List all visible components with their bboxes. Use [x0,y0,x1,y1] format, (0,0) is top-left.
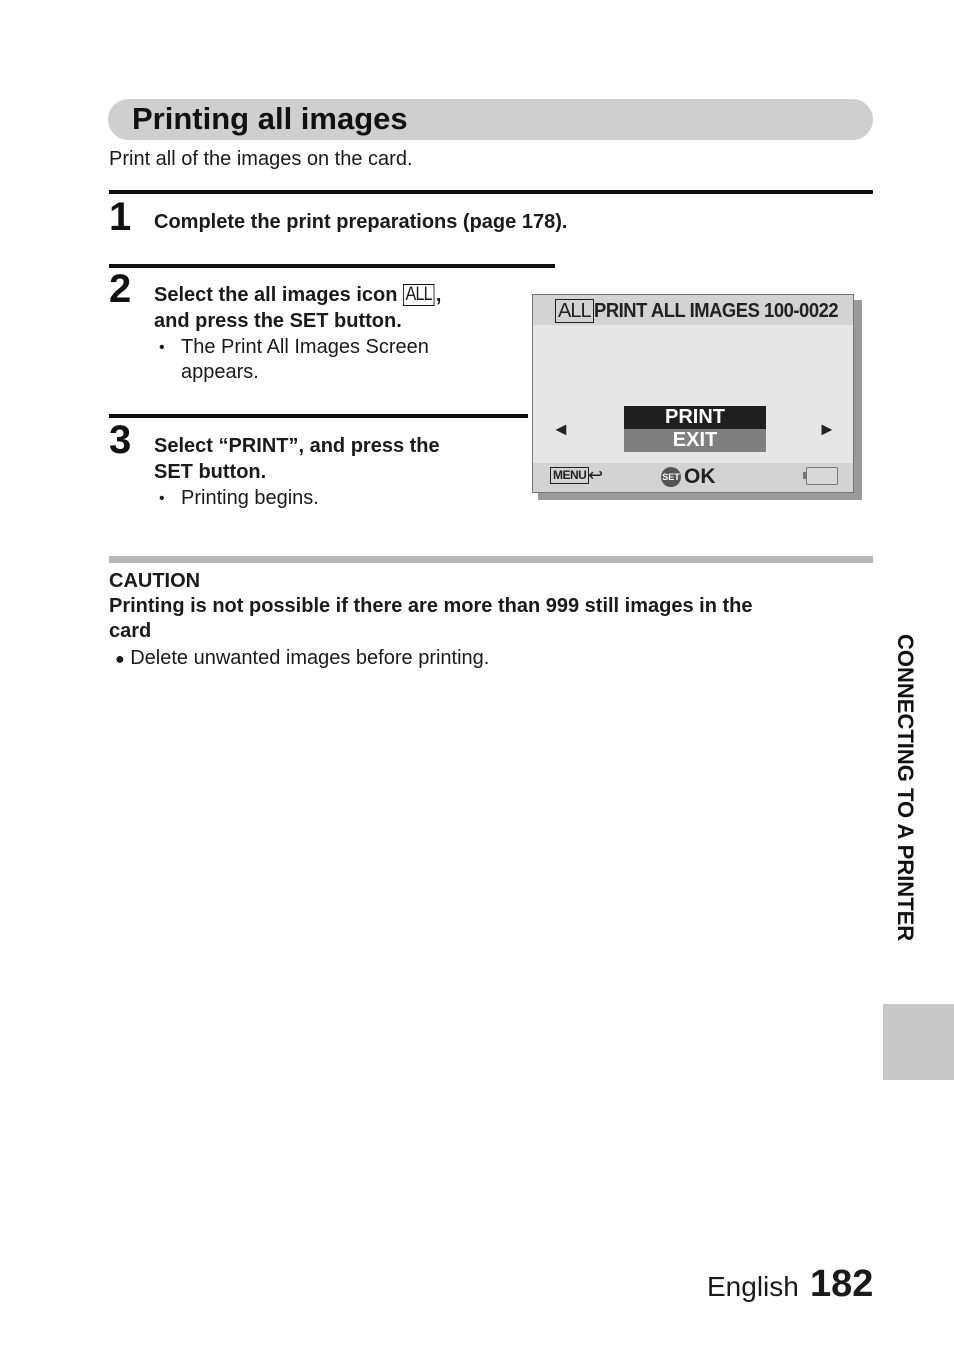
print-option[interactable]: PRINT [624,406,766,429]
left-arrow-icon[interactable]: ◄ [552,419,570,439]
step-2-text-after-icon: , [435,284,442,306]
all-images-icon: ALL [403,284,434,306]
step-3-line2: SET button. [154,461,267,483]
menu-icon: MENU [550,467,589,484]
step-1-text: Complete the print preparations (page 178). [154,211,568,233]
bullet-icon: ● [115,651,125,668]
set-button-icon: SET [661,467,681,487]
step-2-rule [109,264,555,268]
ok-label: OK [684,465,716,488]
caution-heading: CAUTION [109,570,201,592]
step-3-sub-bullet: • [159,490,165,507]
right-arrow-icon[interactable]: ► [818,419,836,439]
step-1-rule [109,190,873,194]
caution-bold-line1: Printing is not possible if there are more than 999 still images in the [109,595,753,617]
battery-icon [806,467,838,485]
step-2-number: 2 [109,267,132,311]
step-2-line2: and press the SET button. [154,310,402,332]
intro-text: Print all of the images on the card. [109,148,413,170]
caution-rule [109,556,873,563]
step-2-line1 [154,282,441,308]
step-1-number: 1 [109,195,132,239]
step-2-sub-line2: appears. [181,361,259,383]
caution-bullet-text: Delete unwanted images before printing. [130,647,490,669]
screen-all-images-icon: ALL [555,299,594,323]
page-number: 182 [810,1263,874,1305]
step-2-sub-line1: The Print All Images Screen [181,336,429,358]
caution-bullet [115,645,489,673]
footer-language: English [707,1271,799,1302]
exit-option[interactable]: EXIT [624,429,766,452]
step-3-rule [109,414,528,418]
step-2-text-before-icon: Select the all images icon [154,284,398,306]
side-tab-block [883,1004,954,1080]
page-title: Printing all images [132,101,408,136]
screen-title: PRINT ALL IMAGES 100-0022 [594,300,839,322]
side-tab-label: CONNECTING TO A PRINTER [893,634,918,942]
step-3-sub-line1: Printing begins. [181,487,319,509]
step-3-line1: Select “PRINT”, and press the [154,435,440,457]
step-2-sub-bullet: • [159,339,165,356]
return-icon: ↩ [588,465,604,485]
caution-bold-line2: card [109,620,152,642]
step-3-number: 3 [109,418,132,462]
caution-bold-text [109,594,873,644]
side-tab-label-box [878,634,938,1004]
